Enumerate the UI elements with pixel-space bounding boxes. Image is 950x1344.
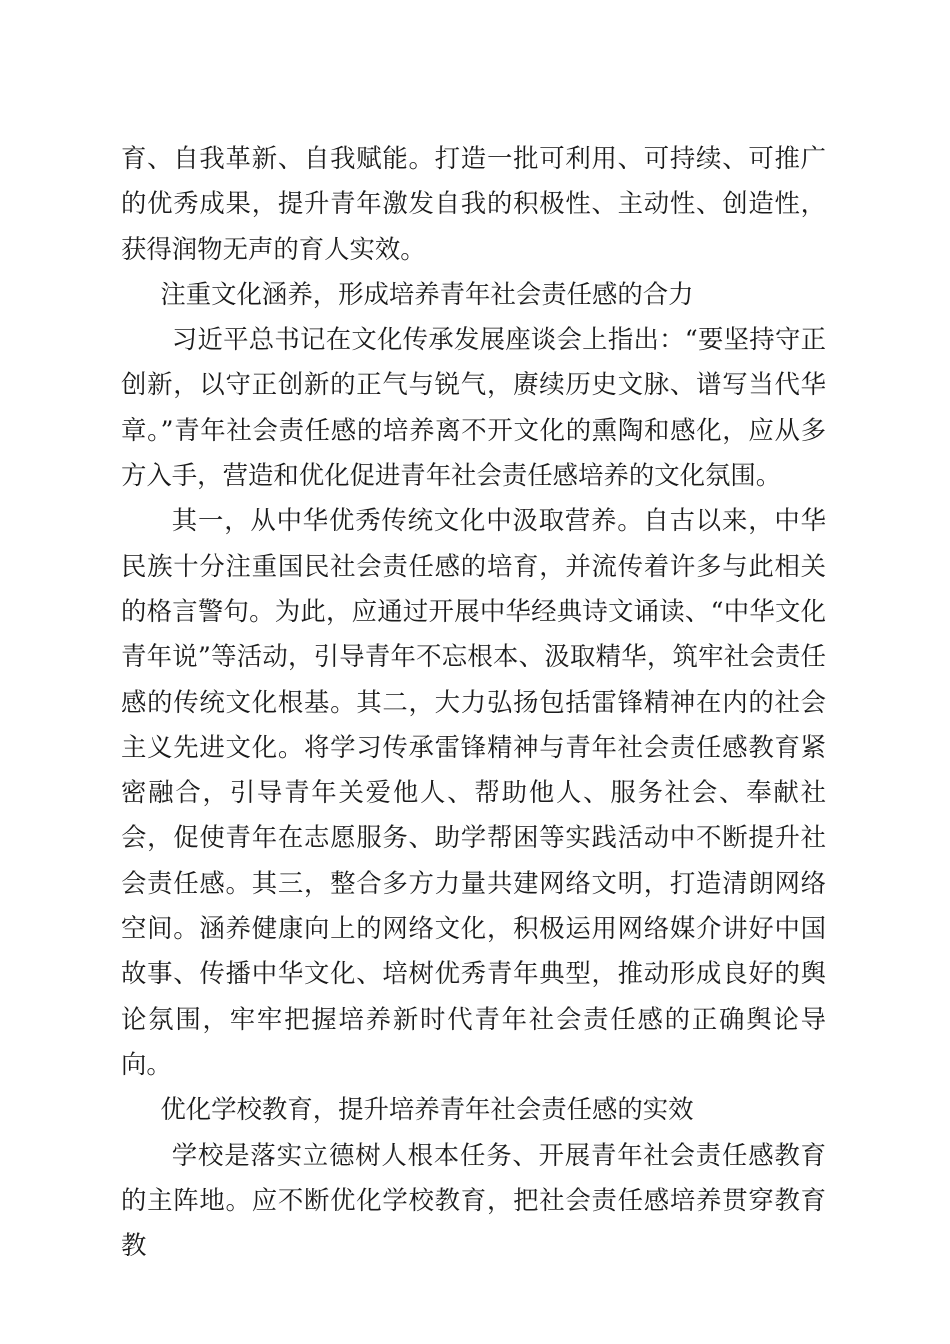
paragraph-continuation: 育、自我革新、自我赋能。打造一批可利用、可持续、可推广的优秀成果，提升青年激发自我的积极性、主动性、创造性，获得润物无声的育人实效。 bbox=[121, 143, 826, 264]
paragraph-xi-quote: 习近平总书记在文化传承发展座谈会上指出：“要坚持守正创新，以守正创新的正气与锐气，赓续历史文脉、谱写当代华章。”青年社会责任感的培养离不开文化的熏陶和感化，应从多方入手，营造和优化促进青年社会责任感培养的文化氛围。 bbox=[121, 324, 826, 491]
document-body bbox=[121, 136, 826, 1268]
section-heading-school: 优化学校教育，提升培养青年社会责任感的实效 bbox=[160, 1094, 694, 1125]
paragraph-three-measures: 其一，从中华优秀传统文化中汲取营养。自古以来，中华民族十分注重国民社会责任感的培育，并流传着许多与此相关的格言警句。为此，应通过开展中华经典诗文诵读、“中华文化青年说”等活动，引导青年不忘根本、汲取精华，筑牢社会责任感的传统文化根基。其二，大力弘扬包括雷锋精神在内的社会主义先进文化。将学习传承雷锋精神与青年社会责任感教育紧密融合，引导青年关爱他人、帮助他人、服务社会、奉献社会，促使青年在志愿服务、助学帮困等实践活动中不断提升社会责任感。其三，整合多方力量共建网络文明，打造清朗网络空间。涵养健康向上的网络文化，积极运用网络媒介讲好中国故事、传播中华文化、培树优秀青年典型，推动形成良好的舆论氛围，牢牢把握培养新时代青年社会责任感的正确舆论导向。 bbox=[121, 505, 826, 1079]
paragraph-school-education: 学校是落实立德树人根本任务、开展青年社会责任感教育的主阵地。应不断优化学校教育，把社会责任感培养贯穿教育教 bbox=[121, 1139, 826, 1261]
section-heading-culture: 注重文化涵养，形成培养青年社会责任感的合力 bbox=[160, 278, 694, 309]
